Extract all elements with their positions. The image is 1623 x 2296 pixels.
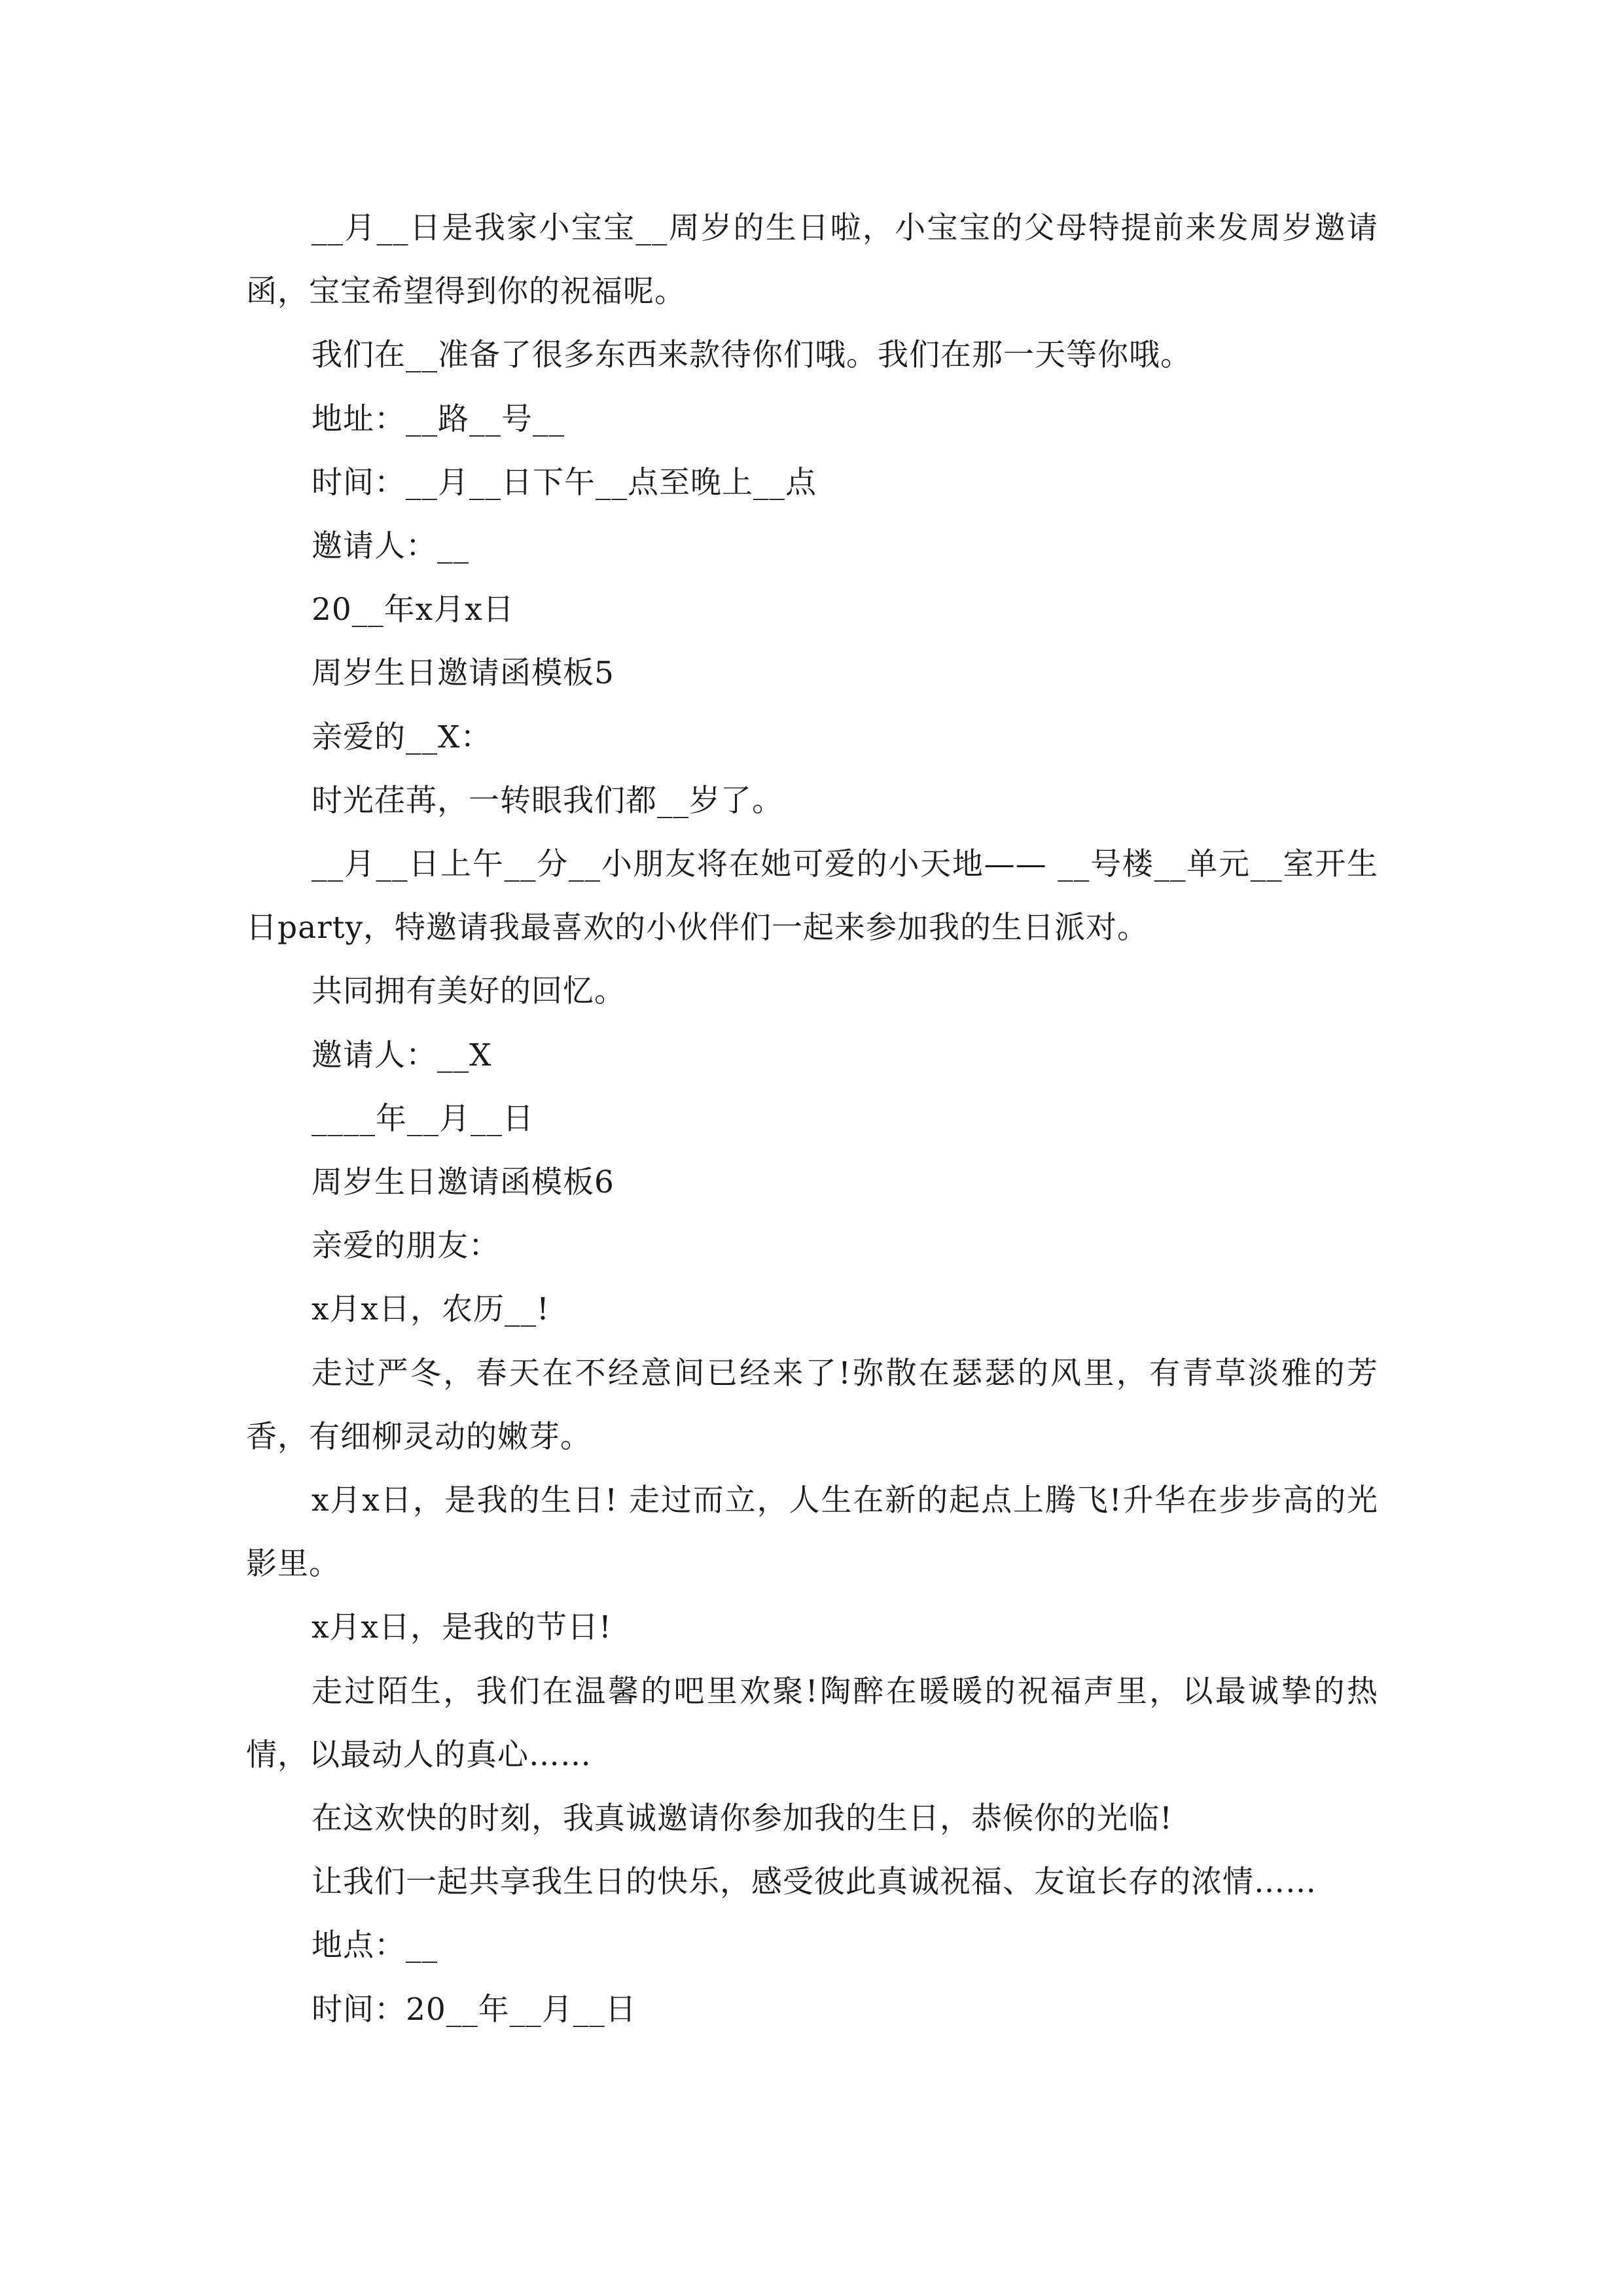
- paragraph-salutation: 亲爱的__X：: [312, 719, 492, 755]
- paragraph-address: 地址：__路__号__: [312, 401, 565, 437]
- paragraph-final-time: 时间：20__年__月__日: [312, 1991, 637, 2028]
- paragraph-party-details: __月__日上午__分__小朋友将在她可爱的小天地—— __号楼__单元__室开生日party，特邀请我最喜欢的小伙伴们一起来参加我的生日派对。: [246, 846, 1378, 946]
- paragraph-share-joy: 让我们一起共享我生日的快乐，感受彼此真诚祝福、友谊长存的浓情……: [312, 1864, 1317, 1901]
- paragraph-time: 时间：__月__日下午__点至晚上__点: [312, 464, 817, 501]
- paragraph-lunar-date: x月x日，农历__!: [312, 1291, 550, 1328]
- paragraph-preparation: 我们在__准备了很多东西来款待你们哦。我们在那一天等你哦。: [312, 337, 1192, 374]
- paragraph-sincere-invite: 在这欢快的时刻，我真诚邀请你参加我的生日，恭候你的光临!: [312, 1801, 1173, 1837]
- paragraph-festival: x月x日，是我的节日!: [312, 1609, 612, 1646]
- paragraph-gathering: 走过陌生，我们在温馨的吧里欢聚!陶醉在暖暖的祝福声里，以最诚挚的热情，以最动人的真心……: [246, 1673, 1378, 1773]
- paragraph-invitation-intro: __月__日是我家小宝宝__周岁的生日啦，小宝宝的父母特提前来发周岁邀请函，宝宝希望得到你的祝福呢。: [246, 210, 1378, 310]
- section-heading-template-5: 周岁生日邀请函模板5: [312, 655, 615, 692]
- document-body: [246, 196, 1378, 2041]
- section-heading-template-6: 周岁生日邀请函模板6: [312, 1164, 615, 1201]
- paragraph-birthday: x月x日，是我的生日! 走过而立，人生在新的起点上腾飞!升华在步步高的光影里。: [246, 1482, 1378, 1583]
- paragraph-date: 20__年x月x日: [312, 592, 514, 628]
- paragraph-location: 地点：__: [312, 1928, 438, 1964]
- paragraph-inviter: 邀请人：__: [312, 528, 469, 565]
- paragraph-spring: 走过严冬，春天在不经意间已经来了!弥散在瑟瑟的风里，有青草淡雅的芳香，有细柳灵动的嫩芽。: [246, 1355, 1378, 1455]
- paragraph-time-flies: 时光荏苒，一转眼我们都__岁了。: [312, 782, 783, 819]
- paragraph-date-blank: ____年__月__日: [312, 1100, 534, 1137]
- paragraph-memories: 共同拥有美好的回忆。: [312, 973, 626, 1010]
- paragraph-dear-friends: 亲爱的朋友：: [312, 1228, 500, 1265]
- paragraph-inviter-x: 邀请人：__X: [312, 1037, 492, 1073]
